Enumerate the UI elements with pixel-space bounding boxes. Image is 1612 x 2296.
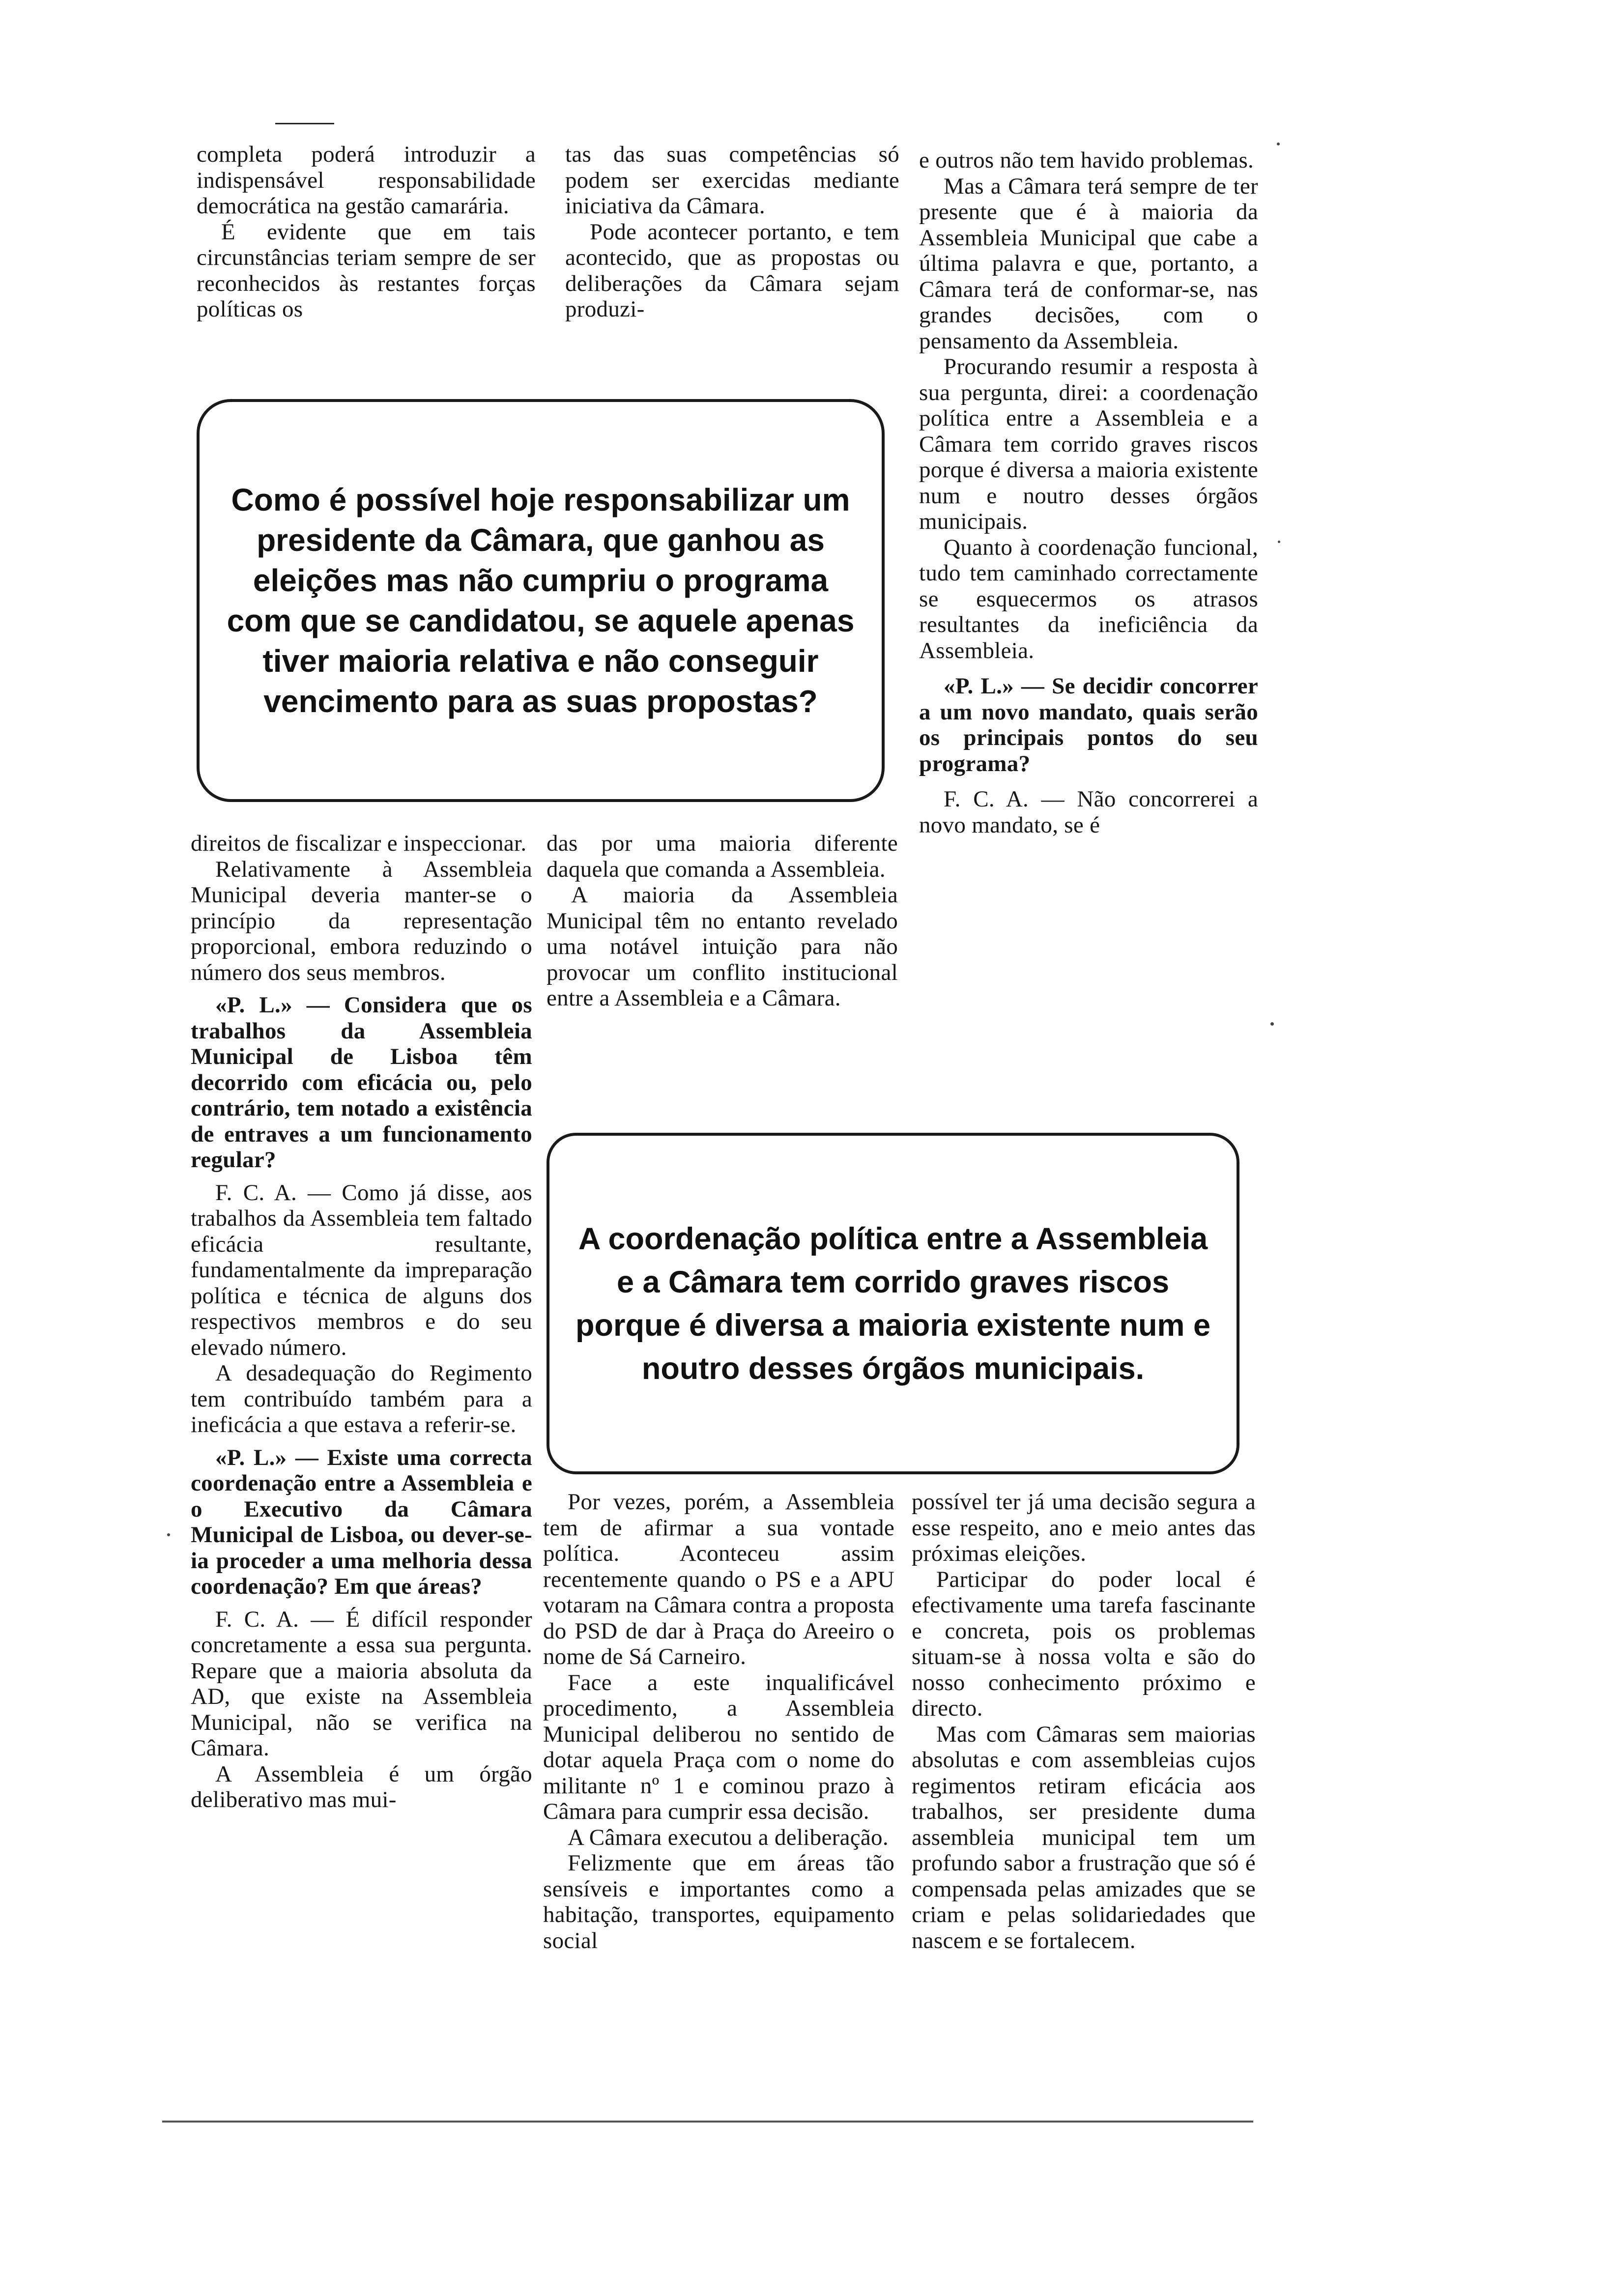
article-column-2-mid bbox=[547, 831, 898, 1011]
paragraph: Por vezes, porém, a Assembleia tem de afirmar a sua vontade política. Aconteceu assim recentemente quando o PS e a APU votaram na Câmara contra a proposta do PSD de dar à Praça do Areeiro o nome de Sá Carneiro. bbox=[543, 1489, 894, 1669]
interview-question: «P. L.» — Considera que os trabalhos da Assembleia Municipal de Lisboa têm decorrido com eficácia ou, pelo contrário, tem notado a existência de entraves a um funcionamento regular? bbox=[191, 992, 532, 1173]
interview-question: «P. L.» — Se decidir concorrer a um novo mandato, quais serão os principais pontos do seu programa? bbox=[919, 673, 1258, 776]
paragraph: das por uma maioria diferente daquela que comanda a Assembleia. bbox=[547, 831, 898, 882]
scan-speck bbox=[167, 1533, 170, 1536]
paragraph: A Câmara executou a deliberação. bbox=[568, 1824, 889, 1850]
paragraph: Pode acontecer portanto, e tem acontecido, que as propostas ou deliberações da Câmara sejam produzi- bbox=[565, 219, 899, 322]
scan-rule-bottom bbox=[162, 2121, 1253, 2123]
interview-answer: F. C. A. — Como já disse, aos trabalhos da Assembleia tem faltado eficácia resultante, fundamentalmente da impreparação política e técnica de alguns dos respectivos membros e do seu elevado número. bbox=[191, 1179, 532, 1360]
interview-answer: F. C. A. — Não concorrerei a novo mandato, se é bbox=[919, 786, 1258, 838]
paragraph: Procurando resumir a resposta à sua pergunta, direi: a coordenação política entre a Assembleia e a Câmara tem corrido graves riscos porque é diversa a maioria existente num e noutro desses órgãos municipais. bbox=[919, 354, 1258, 534]
paragraph: completa poderá introduzir a indispensável responsabilidade democrática na gestão camarária. bbox=[197, 142, 536, 219]
paragraph: A Assembleia é um órgão deliberativo mas mui- bbox=[191, 1761, 532, 1812]
paragraph: direitos de fiscalizar e inspeccionar. bbox=[191, 831, 527, 856]
article-column-1-top bbox=[197, 142, 536, 322]
article-column-3 bbox=[919, 147, 1258, 838]
paragraph: A desadequação do Regimento tem contribuído também para a ineficácia a que estava a referir-se. bbox=[191, 1360, 532, 1437]
article-column-2-bottom bbox=[543, 1489, 894, 1953]
paragraph: possível ter já uma decisão segura a esse respeito, ano e meio antes das próximas eleições. bbox=[912, 1489, 1256, 1566]
scan-speck bbox=[1277, 143, 1280, 145]
paragraph: Quanto à coordenação funcional, tudo tem caminhado correctamente se esquecermos os atrasos resultantes da ineficiência da Assembleia. bbox=[919, 534, 1258, 663]
article-column-3-bottom bbox=[912, 1489, 1256, 1953]
paragraph: Mas a Câmara terá sempre de ter presente que é à maioria da Assembleia Municipal que cabe a última palavra e que, portanto, a Câmara terá de conformar-se, nas grandes decisões, com o pensamento da Assembleia. bbox=[919, 173, 1258, 354]
paragraph: Relativamente à Assembleia Municipal deveria manter-se o princípio da representação proporcional, embora reduzindo o número dos seus membros. bbox=[191, 856, 532, 985]
scan-speck bbox=[1270, 1022, 1274, 1026]
article-column-1-lower bbox=[191, 831, 532, 1813]
pull-quote-box-1 bbox=[197, 399, 885, 802]
paragraph: É evidente que em tais circunstâncias teriam sempre de ser reconhecidos às restantes forças políticas os bbox=[197, 219, 536, 322]
paragraph: Felizmente que em áreas tão sensíveis e importantes como a habitação, transportes, equipamento social bbox=[543, 1850, 894, 1953]
interview-question: «P. L.» — Existe uma correcta coordenação entre a Assembleia e o Executivo da Câmara Municipal de Lisboa, ou dever-se-ia proceder a uma melhoria dessa coordenação? Em que áreas? bbox=[191, 1444, 532, 1599]
scan-rule-top bbox=[275, 123, 334, 124]
paragraph: tas das suas competências só podem ser exercidas mediante iniciativa da Câmara. bbox=[565, 142, 899, 219]
paragraph: Participar do poder local é efectivamente uma tarefa fascinante e concreta, pois os problemas situam-se à nossa volta e são do nosso conhecimento próximo e directo. bbox=[912, 1566, 1256, 1721]
scan-speck bbox=[1278, 541, 1280, 543]
interview-answer: F. C. A. — É difícil responder concretamente a essa sua pergunta. Repare que a maioria absoluta da AD, que existe na Assembleia Municipal, não se verifica na Câmara. bbox=[191, 1606, 532, 1761]
pull-quote-box-2 bbox=[547, 1133, 1239, 1474]
paragraph: Mas com Câmaras sem maiorias absolutas e com assembleias cujos regimentos retiram eficácia aos trabalhos, ser presidente duma assembleia municipal tem um profundo sabor a frustração que só é compensada pelas amizades que se criam e pelas solidariedades que nascem e se fortalecem. bbox=[912, 1721, 1256, 1953]
article-column-2-top bbox=[565, 142, 899, 322]
pull-quote-text: A coordenação política entre a Assembleia e a Câmara tem corrido graves riscos porque é diversa a maioria existente num e noutro desses órgãos municipais. bbox=[576, 1221, 1210, 1386]
paragraph: A maioria da Assembleia Municipal têm no entanto revelado uma notável intuição para não provocar um conflito institucional entre a Assembleia e a Câmara. bbox=[547, 882, 898, 1011]
pull-quote-text: Como é possível hoje responsabilizar um presidente da Câmara, que ganhou as eleições mas não cumpriu o programa com que se candidatou, se aquele apenas tiver maioria relativa e não conseguir vencimento para as suas propostas? bbox=[227, 482, 855, 719]
paragraph: Face a este inqualificável procedimento, a Assembleia Municipal deliberou no sentido de dotar aquela Praça com o nome do militante nº 1 e cominou prazo à Câmara para cumprir essa decisão. bbox=[543, 1669, 894, 1824]
paragraph: e outros não tem havido problemas. bbox=[919, 147, 1254, 173]
